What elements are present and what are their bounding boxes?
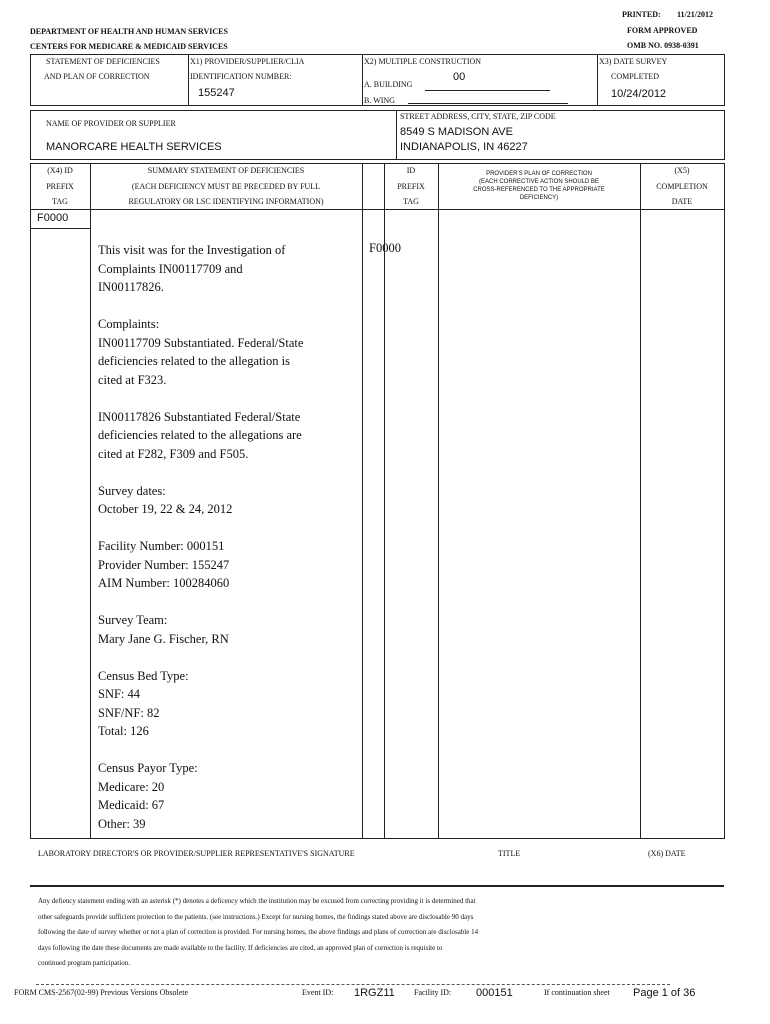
statement-label-2: AND PLAN OF CORRECTION — [44, 72, 150, 81]
divider — [362, 163, 363, 839]
deficiency-summary — [98, 241, 358, 852]
disclaimer-line: other safeguards provide sufficient protection to the patients. (see instructions.) Except for nursing homes, the findings stated above are disclosable 90 days — [38, 912, 474, 921]
left-border-top — [30, 54, 31, 106]
divider — [408, 103, 568, 104]
x2-label: X2) MULTIPLE CONSTRUCTION — [364, 57, 482, 66]
divider — [30, 159, 724, 160]
divider — [724, 110, 725, 160]
date-label: (X6) DATE — [648, 849, 686, 858]
form-approved: FORM APPROVED — [627, 26, 698, 35]
printed-label: PRINTED: — [622, 10, 661, 19]
summary-paragraph: Census Bed Type: SNF: 44 SNF/NF: 82 Total: 126 — [98, 668, 189, 738]
summary-paragraph: IN00117826 Substantiated Federal/State deficiencies related to the allegations are cited at F282, F309 and F505. — [98, 409, 302, 461]
divider — [597, 54, 598, 106]
form-number: FORM CMS-2567(02-99) Previous Versions Obsolete — [14, 988, 189, 997]
summary-header-1: SUMMARY STATEMENT OF DEFICIENCIES — [147, 166, 305, 175]
disclaimer-line: continued program participation. — [38, 959, 130, 967]
signature-label: LABORATORY DIRECTOR'S OR PROVIDER/SUPPLIER REPRESENTATIVE'S SIGNATURE — [38, 849, 355, 858]
provider-name-label: NAME OF PROVIDER OR SUPPLIER — [46, 119, 176, 128]
address-label: STREET ADDRESS, CITY, STATE, ZIP CODE — [400, 112, 556, 121]
wing-label: B. WING — [364, 96, 395, 105]
divider — [362, 54, 363, 106]
disclaimer-line: following the date of survey whether or not a plan of correction is provided. For nursing homes, the above findings and plans of correction are disclosable 14 — [38, 928, 479, 936]
facility-id-value: 000151 — [476, 987, 513, 999]
facility-id-label: Facility ID: — [414, 988, 452, 997]
summary-paragraph: Census Payor Type: Medicare: 20 Medicaid: 67 Other: 39 — [98, 761, 198, 831]
x3-value: 10/24/2012 — [611, 88, 667, 100]
x4-header-3: TAG — [52, 197, 68, 206]
summary-paragraph: Survey dates: October 19, 22 & 24, 2012 — [98, 483, 233, 516]
summary-paragraph: This visit was for the Investigation of Complaints IN00117709 and IN00117826. — [98, 243, 286, 294]
divider — [30, 105, 724, 106]
plan-header-3: CROSS-REFERENCED TO THE APPROPRIATE — [473, 187, 605, 193]
disclaimer — [38, 894, 478, 972]
divider — [188, 54, 189, 106]
divider — [30, 163, 724, 164]
divider — [640, 163, 641, 839]
x1-label: X1) PROVIDER/SUPPLIER/CLIA — [190, 57, 305, 66]
printed-date: 11/21/2012 — [677, 10, 714, 19]
plan-header-2: (EACH CORRECTIVE ACTION SHOULD BE — [478, 179, 600, 185]
summary-paragraph: Facility Number: 000151 Provider Number: 155247 AIM Number: 100284060 — [98, 539, 230, 590]
event-id-value: 1RGZ11 — [354, 987, 395, 999]
disclaimer-line: days following the date these documents are made available to the facility. If deficiencies are cited, an approved plan of correction is requisite to — [38, 943, 443, 952]
divider — [396, 110, 397, 160]
divider — [30, 228, 90, 229]
address-line-2: INDIANAPOLIS, IN 46227 — [400, 141, 528, 153]
department-name: DEPARTMENT OF HEALTH AND HUMAN SERVICES — [30, 27, 228, 36]
divider — [724, 54, 725, 106]
page-number: Page 1 of 36 — [633, 987, 696, 999]
right-prefix-tag: F0000 — [369, 241, 401, 255]
signature-rule — [30, 885, 724, 887]
divider — [30, 110, 31, 160]
x4-header-1: (X4) ID — [47, 166, 73, 175]
x1-label-2: IDENTIFICATION NUMBER: — [190, 72, 292, 81]
summary-header-2: (EACH DEFICIENCY MUST BE PRECEDED BY FULL — [131, 182, 321, 191]
table-right-border — [724, 163, 725, 839]
centers-name: CENTERS FOR MEDICARE & MEDICAID SERVICES — [30, 42, 228, 51]
divider — [30, 110, 724, 111]
plan-header-4: DEFICIENCY) — [519, 195, 559, 201]
address-line-1: 8549 S MADISON AVE — [400, 126, 513, 138]
id-header-2: PREFIX — [397, 182, 425, 191]
divider — [384, 163, 385, 839]
disclaimer-rule — [36, 984, 670, 985]
continuation-label: If continuation sheet — [544, 988, 610, 997]
event-id-label: Event ID: — [302, 988, 334, 997]
divider — [425, 90, 550, 91]
x5-header-3: DATE — [671, 197, 693, 206]
top-border — [30, 54, 724, 55]
divider — [90, 163, 91, 839]
x3-label: X3) DATE SURVEY — [599, 57, 668, 66]
summary-header-3: REGULATORY OR LSC IDENTIFYING INFORMATION) — [128, 197, 324, 206]
x5-header-1: (X5) — [674, 166, 690, 175]
table-left-border — [30, 163, 31, 839]
provider-name: MANORCARE HEALTH SERVICES — [46, 141, 222, 153]
x1-value: 155247 — [198, 87, 235, 99]
building-value: 00 — [453, 71, 466, 83]
title-label: TITLE — [498, 849, 521, 858]
x4-header-2: PREFIX — [46, 182, 74, 191]
plan-header-1: PROVIDER'S PLAN OF CORRECTION — [486, 171, 592, 177]
x3-label-2: COMPLETED — [611, 72, 659, 81]
building-label: A. BUILDING — [364, 80, 413, 89]
divider — [30, 209, 724, 210]
x5-header-2: COMPLETION — [656, 182, 708, 191]
id-header-1: ID — [406, 166, 416, 175]
statement-label-1: STATEMENT OF DEFICIENCIES — [46, 57, 160, 66]
disclaimer-line: Any defiency statement ending with an asterisk (*) denotes a deficency which the institution may be excused from correcting providing it is determined that — [38, 897, 476, 905]
summary-paragraph: Survey Team: Mary Jane G. Fischer, RN — [98, 613, 229, 646]
omb-number: OMB NO. 0938-0391 — [627, 41, 699, 50]
id-header-3: TAG — [403, 197, 419, 206]
divider — [438, 163, 439, 839]
left-prefix-tag: F0000 — [37, 212, 69, 224]
summary-paragraph: Complaints: IN00117709 Substantiated. Federal/State deficiencies related to the allegation is cited at F323. — [98, 317, 304, 387]
